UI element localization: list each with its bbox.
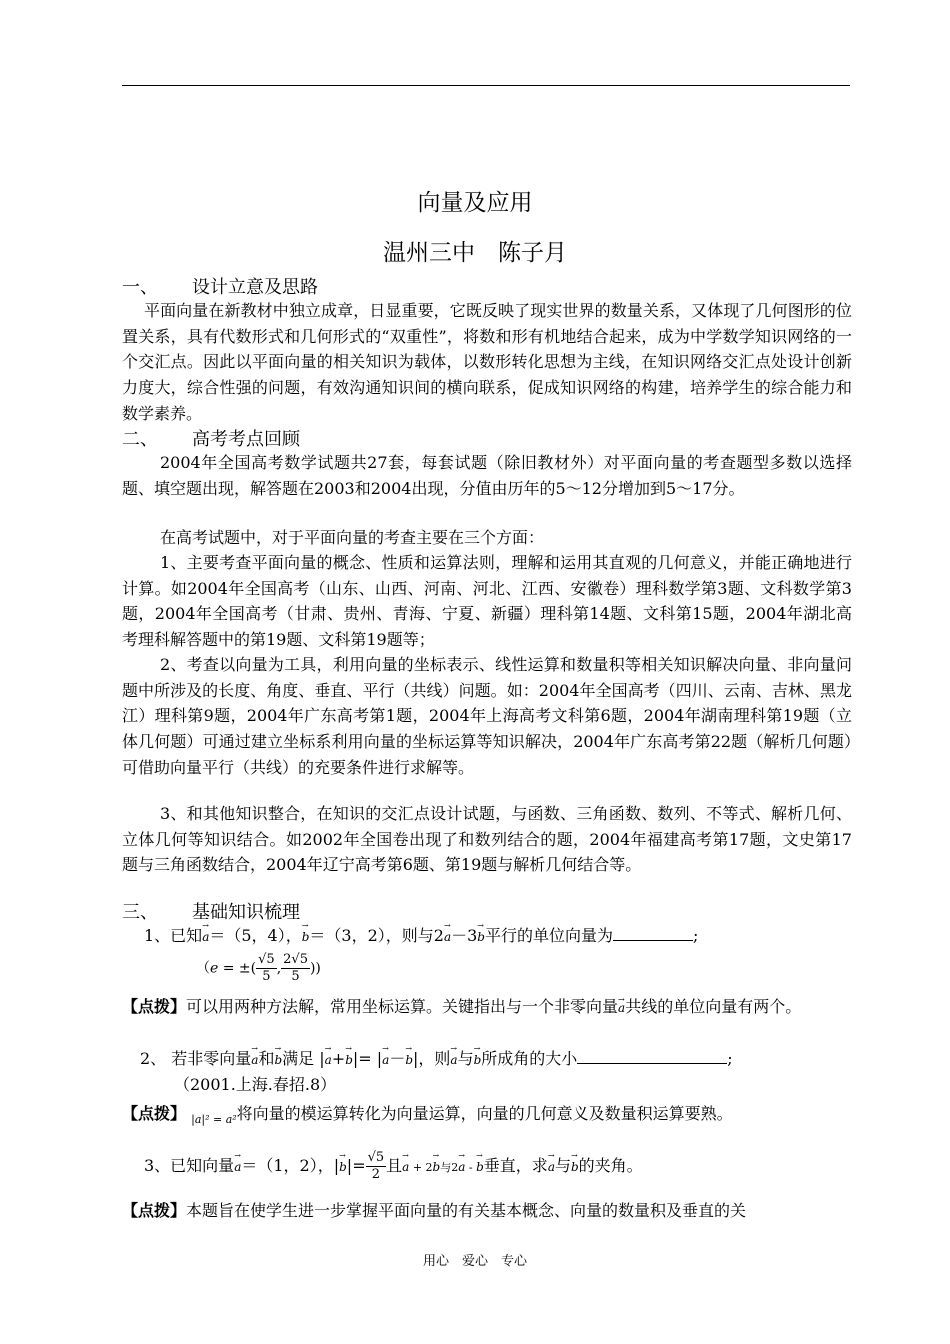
vector-a-symbol: → a bbox=[382, 1053, 389, 1067]
fraction bbox=[366, 1150, 387, 1183]
hint-text: 可以用两种方法解，常用坐标运算。关键指出与一个非零向量 bbox=[186, 997, 619, 1016]
header-rule bbox=[122, 85, 850, 86]
question-1 bbox=[144, 923, 698, 946]
question-2 bbox=[140, 1046, 733, 1069]
q3-text: 与2 bbox=[440, 1161, 459, 1174]
fraction-numerator: √5 bbox=[367, 1150, 385, 1165]
q2-text: 和 bbox=[258, 1049, 275, 1068]
section-2-paragraph-5: 3、和其他知识整合，在知识的交汇点设计试题，与函数、三角函数、数列、不等式、解析几何、立体几何等知识结合。如2002年全国卷出现了和数列结合的题，2004年福建高考第17题，文史第17题与三角函数结合，2004年辽宁高考第6题、第19题与解析几何结合等。 bbox=[122, 804, 852, 875]
hint-text: 将向量的模运算转化为向量运算，向量的几何意义及数量积运算要熟。 bbox=[236, 1104, 733, 1123]
section-heading-1 bbox=[122, 273, 318, 299]
q1-text: －3 bbox=[451, 926, 478, 945]
fraction-numerator: √5 bbox=[258, 952, 275, 967]
section-2-paragraph-1: 2004年全国高考数学试题共27套，每套试题（除旧教材外）对平面向量的考查题型多数以选择题、填空题出现，解答题在2003和2004出现，分值由历年的5～12分增加到5～17分。 bbox=[122, 453, 852, 498]
q3-text: + 2 bbox=[409, 1161, 433, 1174]
modulus-formula: |a|² = a² bbox=[191, 1113, 237, 1126]
hint-text: 本题旨在使学生进一步掌握平面向量的有关基本概念、向量的数量积及垂直的关 bbox=[186, 1201, 747, 1220]
answer-variable: e bbox=[210, 960, 219, 977]
fraction bbox=[281, 952, 310, 985]
answer-blank[interactable] bbox=[613, 924, 693, 941]
vector-b-symbol: → b bbox=[345, 1053, 353, 1067]
vector-a-symbol: → a bbox=[202, 930, 209, 944]
section-2-paragraph-2: 在高考试题中，对于平面向量的考查主要在三个方面： bbox=[160, 528, 545, 547]
vector-a-symbol: → a bbox=[548, 1160, 555, 1174]
q1-text: ; bbox=[693, 926, 699, 945]
q1-text: 平行的单位向量为 bbox=[484, 926, 613, 945]
vector-a-symbol: → a bbox=[450, 1053, 457, 1067]
q2-text: 所成角的大小 bbox=[481, 1049, 578, 1068]
hint-label: 【点拨】 bbox=[122, 1104, 187, 1123]
vector-a-symbol: → a bbox=[618, 996, 625, 1022]
vector-a-symbol: → a bbox=[444, 930, 451, 944]
fraction-denominator: 2 bbox=[371, 1167, 381, 1182]
hint-1 bbox=[122, 994, 852, 1022]
hint-label: 【点拨】 bbox=[122, 1201, 187, 1220]
fraction bbox=[256, 952, 277, 985]
document-author: 温州三中 陈子月 bbox=[383, 240, 567, 266]
q2-text: 满足 | bbox=[282, 1049, 325, 1068]
section-heading-3 bbox=[122, 898, 300, 924]
answer-text: , bbox=[276, 960, 282, 977]
q2-text: |，则 bbox=[413, 1049, 451, 1068]
vector-b-symbol: → b bbox=[274, 1053, 282, 1067]
section-2-paragraph-3: 1、主要考查平面向量的概念、性质和运算法则，理解和运用其直观的几何意义，并能正确地进行计算。如2004年全国高考（山东、山西、河南、河北、江西、安徽卷）理科数学第3题、文科数学第3题，2004年全国高考（甘肃、贵州、青海、宁夏、新疆）理科第14题、文科第15题，2004年湖北高考理科解答题中的第19题、文科第19题等； bbox=[122, 553, 852, 650]
vector-b-symbol: → b bbox=[474, 1053, 482, 1067]
q3-text: 且 bbox=[386, 1156, 403, 1175]
page-footer: 用心 爱心 专心 bbox=[422, 1254, 527, 1269]
section-title: 高考考点回顾 bbox=[192, 429, 300, 450]
question-3 bbox=[144, 1150, 643, 1183]
section-heading-2 bbox=[122, 425, 300, 451]
q3-text: 的夹角。 bbox=[578, 1156, 643, 1175]
vector-b-symbol: → b bbox=[477, 930, 485, 944]
q1-text: ＝（3，2），则与2 bbox=[309, 926, 444, 945]
vector-b-symbol: → b bbox=[476, 1160, 484, 1174]
fraction-denominator: 5 bbox=[291, 969, 300, 984]
q3-text: 垂直，求 bbox=[483, 1156, 548, 1175]
q3-text: |= bbox=[346, 1156, 366, 1175]
q1-text: 1、已知 bbox=[144, 926, 203, 945]
vector-b-symbol: → b bbox=[433, 1160, 441, 1174]
vector-a-symbol: → a bbox=[251, 1053, 258, 1067]
q2-text: 与 bbox=[457, 1049, 474, 1068]
answer-text: )) bbox=[309, 960, 321, 977]
document-title: 向量及应用 bbox=[417, 190, 533, 216]
question-2-source: （2001.上海.春招.8） bbox=[174, 1075, 337, 1094]
answer-text: = ±( bbox=[218, 960, 257, 977]
hint-3 bbox=[122, 1198, 746, 1221]
q1-text: ＝（5，4）， bbox=[209, 926, 302, 945]
hint-label: 【点拨】 bbox=[122, 997, 187, 1016]
vector-a-symbol: → a bbox=[325, 1053, 332, 1067]
q3-text: 与 bbox=[554, 1156, 571, 1175]
q2-text: － bbox=[389, 1049, 406, 1068]
vector-a-symbol: → a bbox=[458, 1160, 465, 1174]
vector-b-symbol: → b bbox=[571, 1160, 579, 1174]
section-number: 三、 bbox=[122, 902, 158, 923]
section-title: 设计立意及思路 bbox=[192, 277, 318, 298]
section-number: 二、 bbox=[122, 429, 158, 450]
section-1-paragraph: 平面向量在新教材中独立成章，日显重要，它既反映了现实世界的数量关系，又体现了几何图形的位置关系，具有代数形式和几何形式的“双重性”，将数和形有机地结合起来，成为中学数学知识网络的一个交汇点。因此以平面向量的相关知识为载体，以数形转化思想为主线，在知识网络交汇点处设计创新力度大，综合性强的问题，有效沟通知识间的横向联系，促成知识网络的构建，培养学生的综合能力和数学素养。 bbox=[122, 301, 852, 423]
hint-2 bbox=[122, 1101, 733, 1126]
vector-b-symbol: → b bbox=[339, 1160, 347, 1174]
vector-b-symbol: → b bbox=[405, 1053, 413, 1067]
vector-a-symbol: → a bbox=[402, 1160, 409, 1174]
q3-text: - bbox=[465, 1161, 477, 1174]
hint-text: 共线的单位向量有两个。 bbox=[625, 997, 802, 1016]
answer-paren: （ bbox=[196, 960, 210, 977]
q3-text: ＝（1，2），| bbox=[241, 1156, 340, 1175]
q2-text: + bbox=[331, 1049, 346, 1068]
fraction-numerator: 2√5 bbox=[283, 952, 308, 967]
section-title: 基础知识梳理 bbox=[192, 902, 300, 923]
q3-text: 3、已知向量 bbox=[144, 1156, 235, 1175]
q2-text: |= | bbox=[352, 1049, 383, 1068]
section-number: 一、 bbox=[122, 277, 158, 298]
question-1-answer bbox=[196, 952, 321, 985]
q2-text: ; bbox=[727, 1049, 733, 1068]
vector-b-symbol: → b bbox=[302, 930, 310, 944]
vector-a-symbol: → a bbox=[234, 1160, 241, 1174]
answer-blank[interactable] bbox=[577, 1047, 727, 1064]
fraction-denominator: 5 bbox=[262, 969, 271, 984]
q2-text: 2、 若非零向量 bbox=[140, 1049, 252, 1068]
section-2-paragraph-4: 2、考查以向量为工具，利用向量的坐标表示、线性运算和数量积等相关知识解决向量、非向量问题中所涉及的长度、角度、垂直、平行（共线）问题。如：2004年全国高考（四川、云南、吉林、黑龙江）理科第9题，2004年广东高考第1题，2004年上海高考文科第6题，2004年湖南理科第19题（立体几何题）可通过建立坐标系利用向量的坐标运算等知识解决，2004年广东高考第22题（解析几何题）可借助向量平行（共线）的充要条件进行求解等。 bbox=[122, 655, 852, 777]
